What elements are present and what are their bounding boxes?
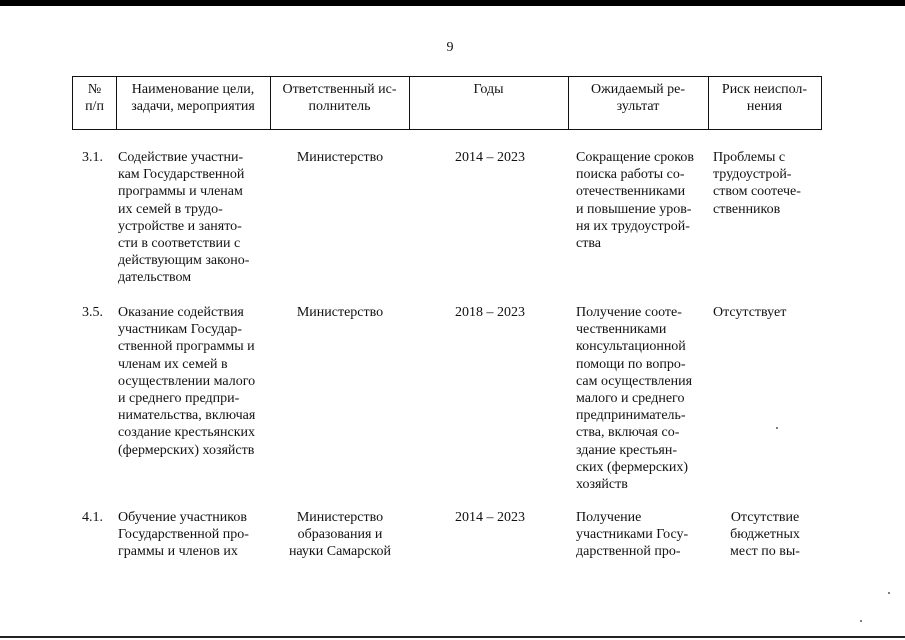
row-result: Получение участниками Госу- дарственной про- bbox=[576, 510, 689, 560]
row-executor: Министерство образования и науки Самарской bbox=[288, 510, 392, 560]
row-risk: Проблемы с трудоустрой- ством соотече- ственников bbox=[713, 150, 801, 217]
row-risk: Отсутствие бюджетных мест по вы- bbox=[730, 510, 800, 560]
row-number: 3.5. bbox=[82, 305, 103, 320]
row-result: Получение соотe- чественниками консультационной помощи по вопро- сам осуществления малого и среднего предприниматель- ства, включая со- здание крестьян- ских (фермерских) хозяйств bbox=[576, 305, 693, 493]
scan-speck bbox=[776, 427, 778, 429]
row-risk: Отсутствует bbox=[713, 305, 787, 320]
row-years: 2014 – 2023 bbox=[455, 510, 525, 525]
row-name: Обучение участников Государственной про- граммы и членов их bbox=[118, 510, 249, 560]
header-risk: Риск неиспол- нения bbox=[721, 82, 808, 114]
scan-speck bbox=[860, 620, 862, 622]
row-name: Оказание содействия участникам Государ- ственной программы и членам их семей в осуществлении малого и среднего предпри- нимательства, включая создание крестьянских (фермерских) хозяйств bbox=[118, 305, 256, 458]
row-number: 3.1. bbox=[82, 150, 103, 165]
table-header bbox=[72, 76, 822, 130]
row-executor: Министерство bbox=[296, 305, 384, 320]
top-border-line bbox=[0, 0, 905, 6]
row-executor: Министерство bbox=[296, 150, 384, 165]
row-number: 4.1. bbox=[82, 510, 103, 525]
header-executor: Ответственный ис- полнитель bbox=[282, 82, 397, 114]
bottom-border-line bbox=[0, 636, 905, 638]
header-years: Годы bbox=[473, 82, 504, 97]
row-result: Сокращение сроков поиска работы со- отечественниками и повышение уров- ня их трудоустрой- ства bbox=[576, 150, 694, 252]
header-result: Ожидаемый ре- зультат bbox=[591, 82, 685, 114]
row-years: 2014 – 2023 bbox=[455, 150, 525, 165]
row-name: Содействие участни- кам Государственной программы и членам их семей в трудо- устройстве и занято- сти в соответствии с действующим законо- дательством bbox=[118, 150, 250, 286]
page-number: 9 bbox=[446, 40, 454, 55]
header-name: Наименование цели, задачи, мероприятия bbox=[131, 82, 255, 114]
row-years: 2018 – 2023 bbox=[455, 305, 525, 320]
scan-speck bbox=[888, 592, 890, 594]
header-number: № п/п bbox=[85, 82, 104, 114]
